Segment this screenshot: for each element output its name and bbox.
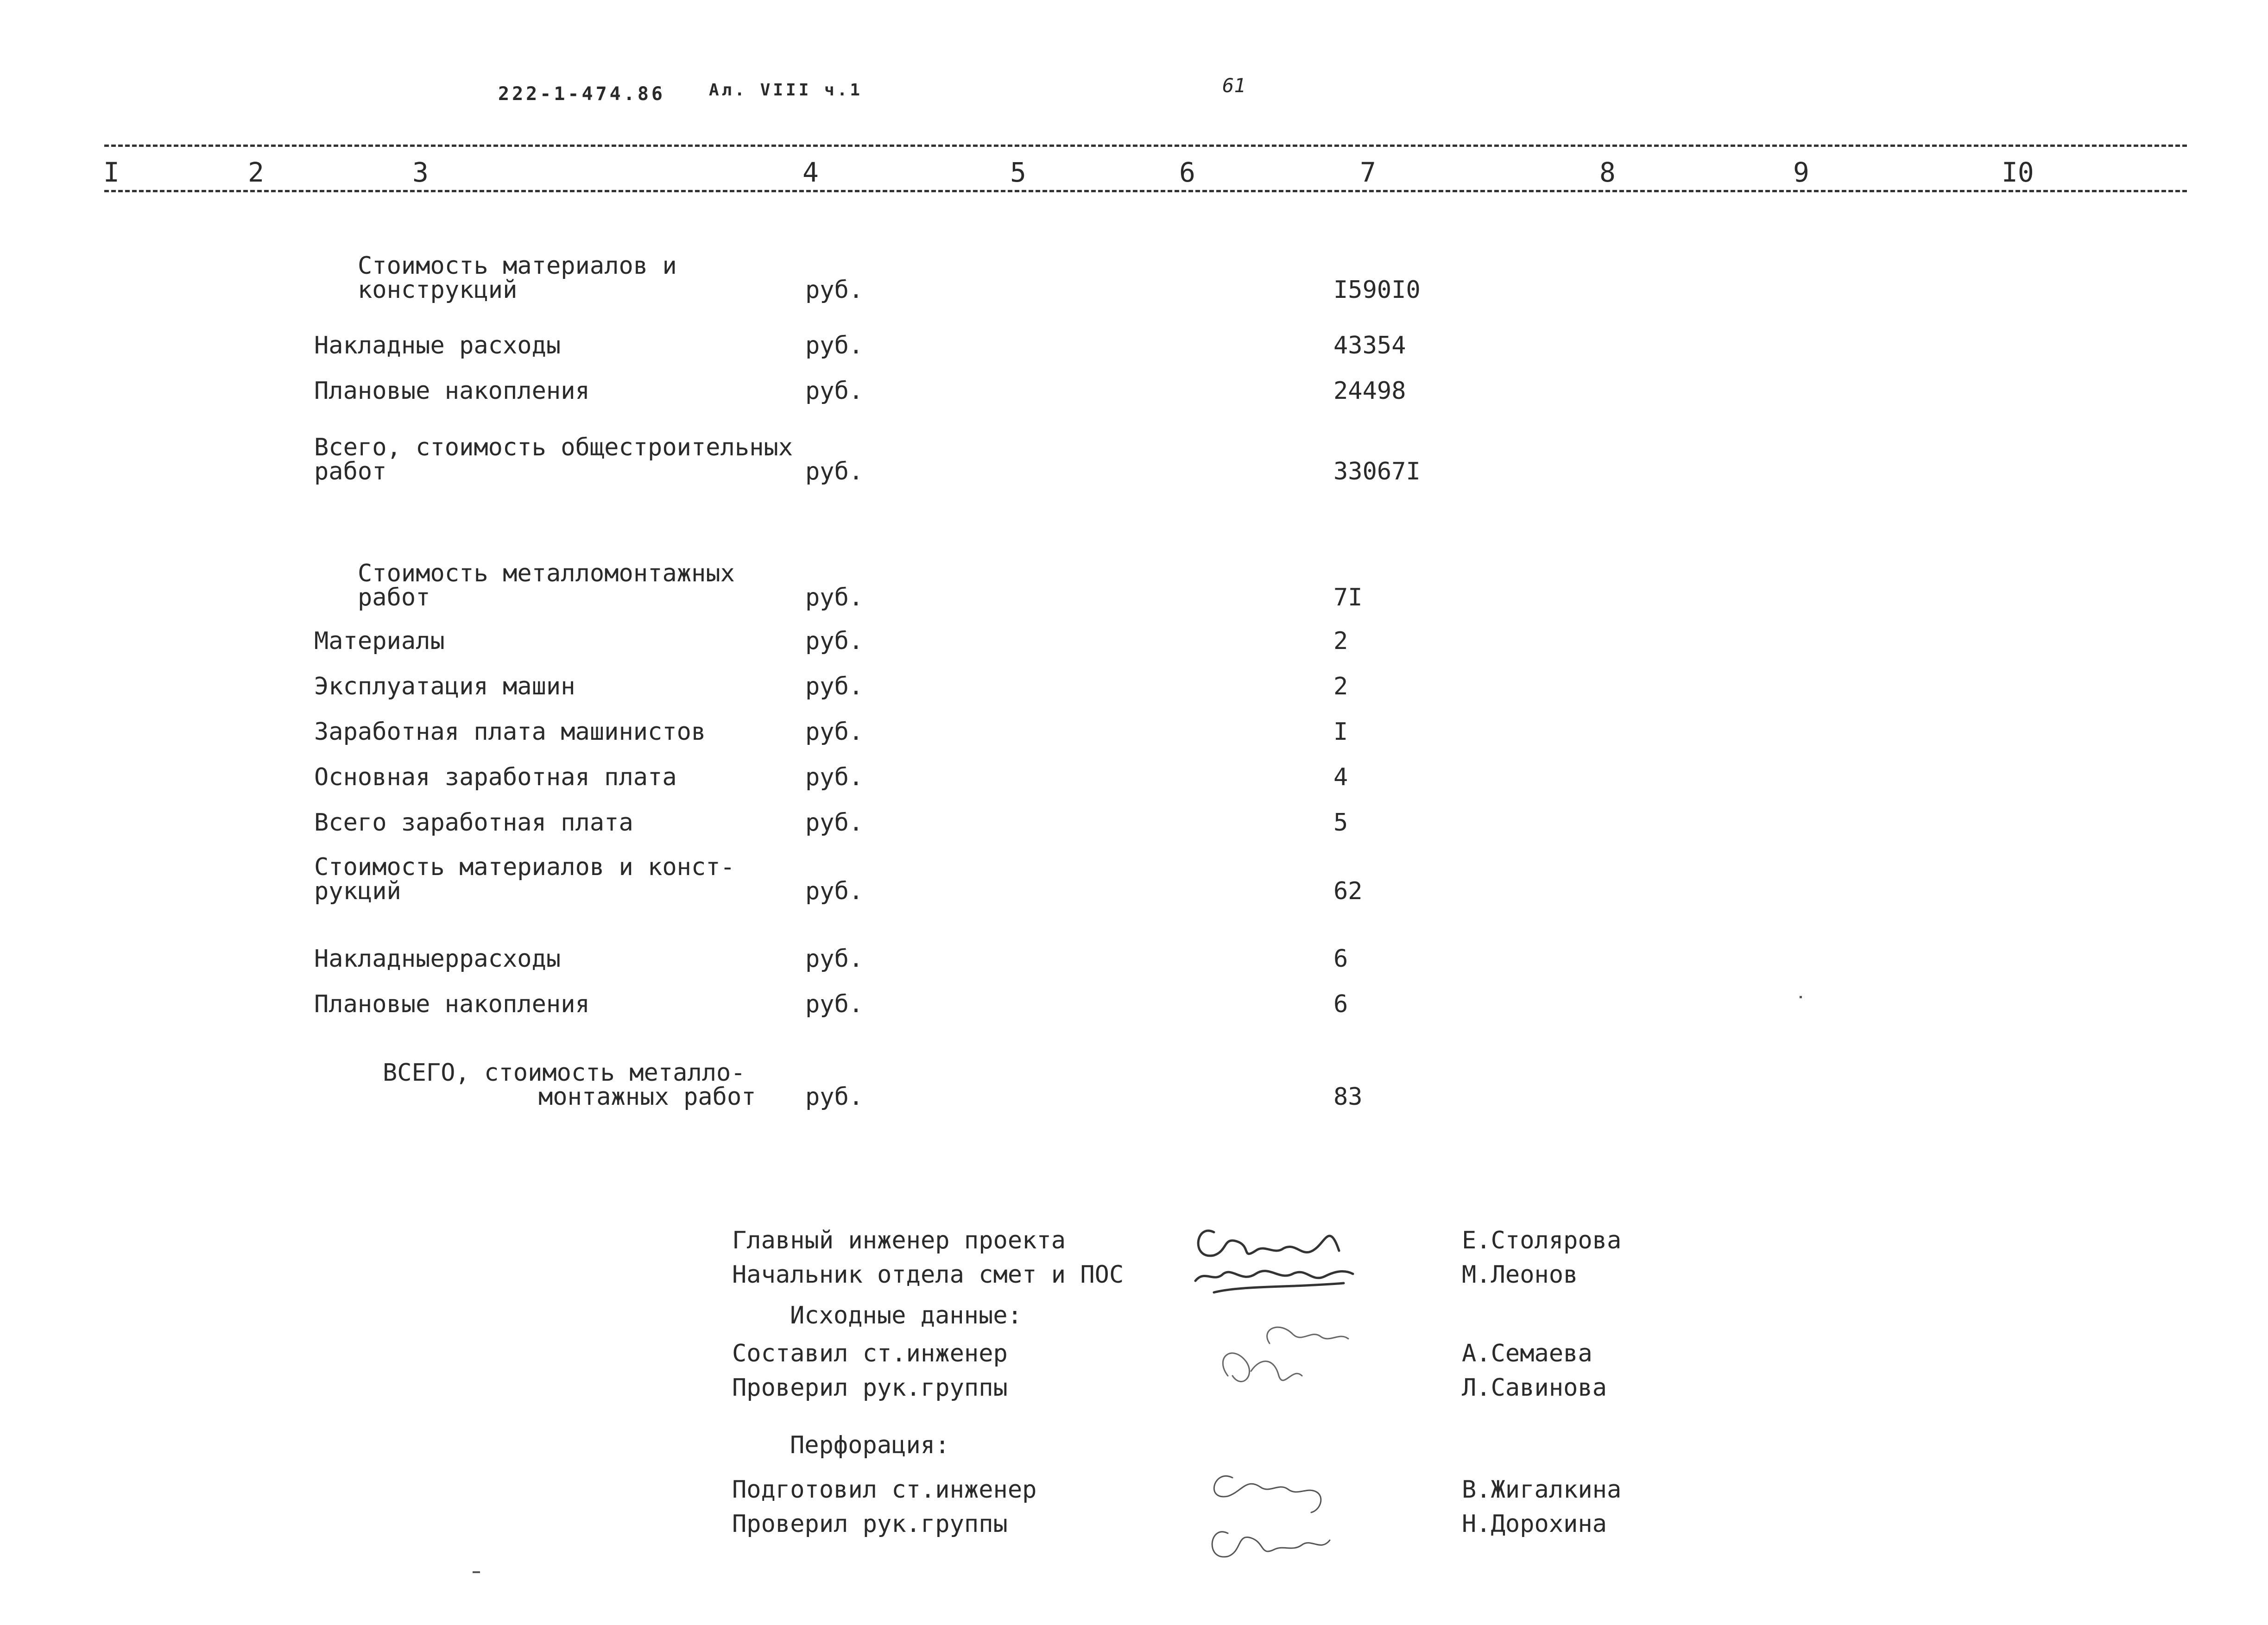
row-value: 2	[1333, 673, 1348, 700]
row-label: монтажных работ	[538, 1083, 756, 1111]
signatory-name: М.Леонов	[1462, 1261, 1578, 1289]
column-number-1: I	[103, 157, 120, 188]
row-label: Всего, стоимость общестроительных	[314, 434, 793, 461]
row-label: Стоимость материалов и	[358, 252, 677, 280]
row-unit: руб.	[805, 458, 864, 485]
row-unit: руб.	[805, 1083, 864, 1111]
row-value: 83	[1333, 1083, 1363, 1111]
page-number: 61	[1222, 74, 1246, 97]
signature-role: Составил ст.инженер	[732, 1340, 1008, 1367]
row-label: Заработная плата машинистов	[314, 718, 706, 746]
row-value: 4	[1333, 763, 1348, 791]
album-reference: Ал. VIII ч.1	[709, 81, 863, 100]
row-value: 62	[1333, 877, 1363, 905]
signature-role: Проверил рук.группы	[732, 1374, 1008, 1402]
row-label: Основная заработная плата	[314, 763, 677, 791]
row-unit: руб.	[805, 718, 864, 746]
signature-role: Подготовил ст.инженер	[732, 1476, 1037, 1504]
row-label: ВСЕГО, стоимость металло-	[383, 1059, 745, 1087]
column-number-8: 8	[1599, 157, 1616, 188]
row-label: Всего заработная плата	[314, 809, 633, 837]
column-number-2: 2	[248, 157, 264, 188]
row-value: 43354	[1333, 332, 1406, 359]
document-code: 222-1-474.86	[498, 83, 665, 105]
signature-role: Начальник отдела смет и ПОС	[732, 1261, 1124, 1289]
row-label: Материалы	[314, 627, 445, 655]
column-number-7: 7	[1360, 157, 1376, 188]
signatory-name: Н.Дорохина	[1462, 1510, 1607, 1538]
row-label: Плановые накопления	[314, 990, 590, 1018]
handwritten-signatures-perforation	[1195, 1459, 1353, 1575]
row-value: I	[1333, 718, 1348, 746]
column-number-9: 9	[1793, 157, 1809, 188]
row-value: 6	[1333, 945, 1348, 973]
row-label: конструкций	[358, 276, 518, 304]
row-unit: руб.	[805, 763, 864, 791]
row-unit: руб.	[805, 673, 864, 700]
column-number-3: 3	[412, 157, 429, 188]
row-label: Накладные расходы	[314, 332, 561, 359]
signatory-name: Л.Савинова	[1462, 1374, 1607, 1402]
row-label: Накладныеррасходы	[314, 945, 561, 973]
column-header-bottom-rule	[104, 190, 2187, 192]
row-value: 5	[1333, 809, 1348, 837]
row-value: 2	[1333, 627, 1348, 655]
signature-role: Проверил рук.группы	[732, 1510, 1008, 1538]
signatory-name: Е.Столярова	[1462, 1227, 1622, 1254]
row-label: Стоимость материалов и конст-	[314, 853, 735, 881]
row-unit: руб.	[805, 990, 864, 1018]
column-number-10: I0	[2002, 157, 2034, 188]
row-unit: руб.	[805, 945, 864, 973]
row-label: работ	[358, 584, 430, 611]
column-header-top-rule	[104, 145, 2187, 147]
row-value: I590I0	[1333, 276, 1421, 304]
row-unit: руб.	[805, 877, 864, 905]
row-unit: руб.	[805, 332, 864, 359]
row-unit: руб.	[805, 584, 864, 611]
column-number-5: 5	[1010, 157, 1026, 188]
row-unit: руб.	[805, 627, 864, 655]
scan-speck	[473, 1571, 480, 1573]
row-value: 33067I	[1333, 458, 1421, 485]
row-label: работ	[314, 458, 387, 485]
row-unit: руб.	[805, 377, 864, 405]
row-unit: руб.	[805, 276, 864, 304]
section-heading: Исходные данные:	[790, 1302, 1022, 1329]
signatory-name: В.Жигалкина	[1462, 1476, 1622, 1504]
scan-speck	[1800, 996, 1802, 998]
row-label: Стоимость металломонтажных	[358, 560, 735, 587]
handwritten-signatures	[1186, 1204, 1427, 1445]
column-number-4: 4	[802, 157, 819, 188]
row-label: рукций	[314, 877, 401, 905]
row-value: 7I	[1333, 584, 1363, 611]
column-number-6: 6	[1179, 157, 1195, 188]
row-label: Эксплуатация машин	[314, 673, 575, 700]
row-value: 6	[1333, 990, 1348, 1018]
row-label: Плановые накопления	[314, 377, 590, 405]
signatory-name: А.Семаева	[1462, 1340, 1592, 1367]
row-value: 24498	[1333, 377, 1406, 405]
row-unit: руб.	[805, 809, 864, 837]
section-heading: Перфорация:	[790, 1431, 950, 1459]
signature-role: Главный инженер проекта	[732, 1227, 1066, 1254]
